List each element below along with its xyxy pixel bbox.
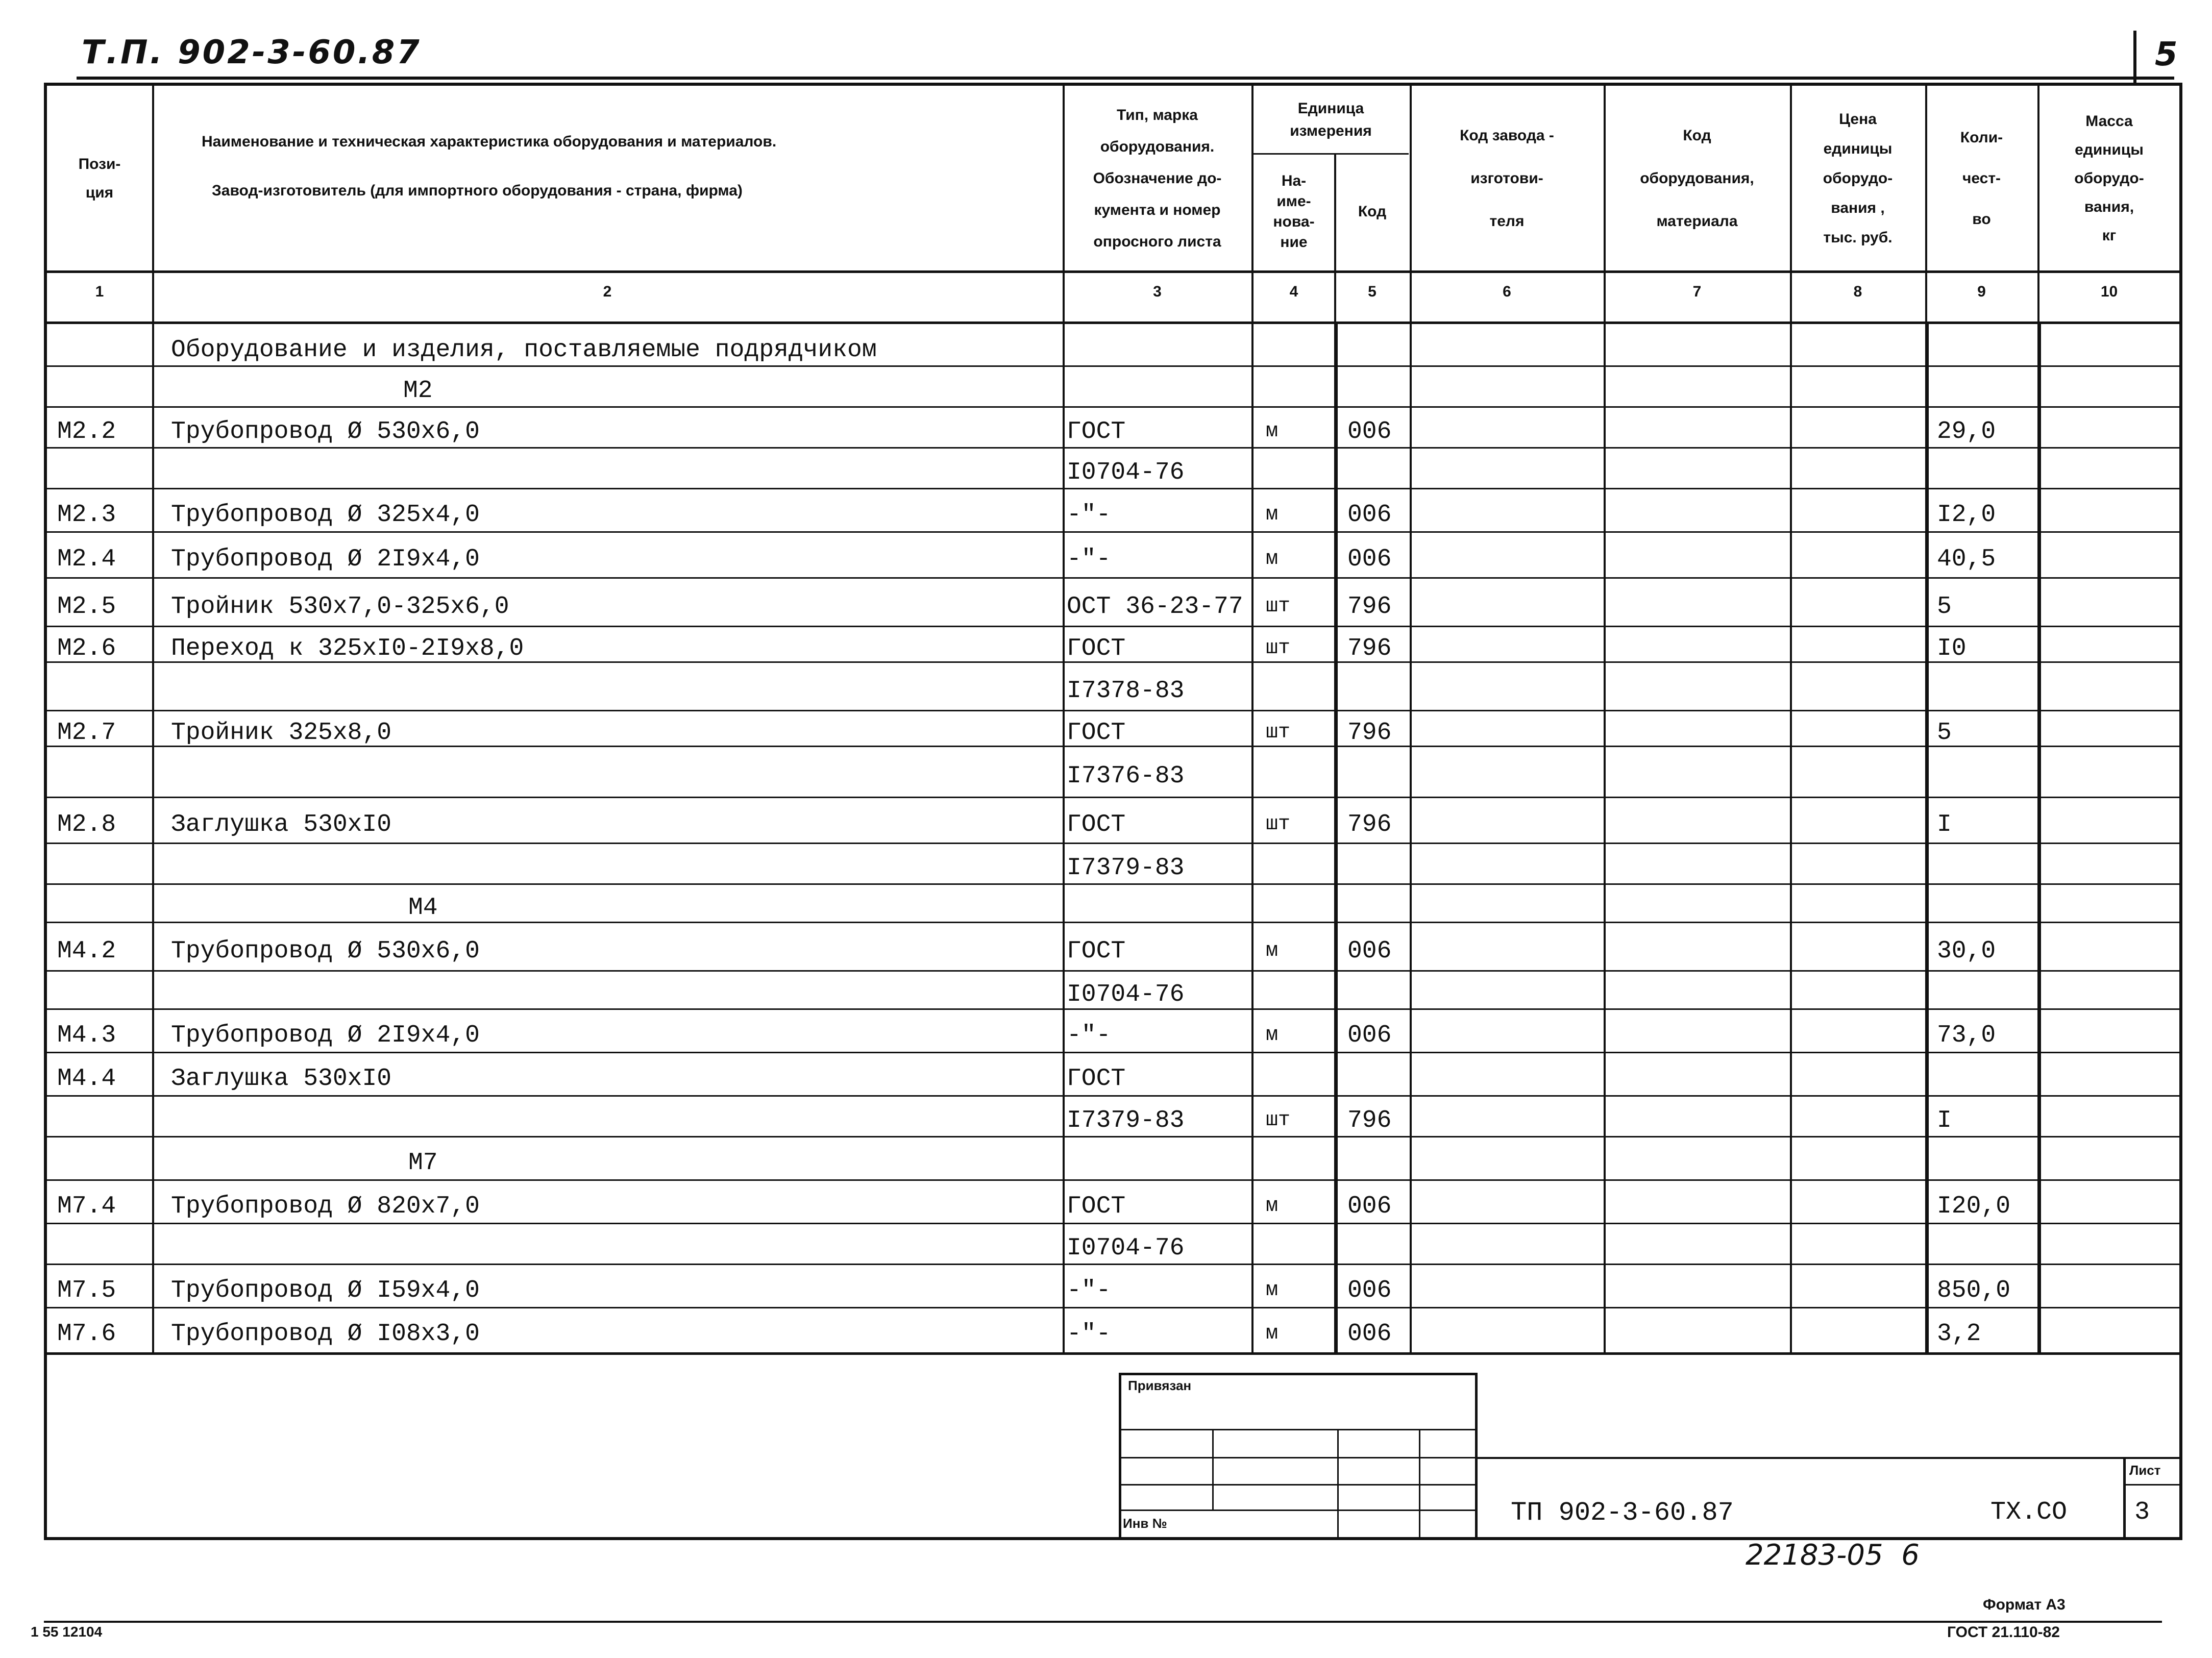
sheet-cell-left — [2123, 1457, 2126, 1539]
row-unit-name: м — [1266, 939, 1279, 962]
row-type-doc: ГОСТ — [1067, 1192, 1126, 1220]
row-unit-name: шт — [1266, 1109, 1291, 1132]
col-header-mass: Масса единицы оборудо- вания, кг — [2074, 113, 2144, 244]
row-unit-name: м — [1266, 1322, 1279, 1345]
row-unit-code: 796 — [1347, 1107, 1392, 1134]
row-quantity: I2,0 — [1937, 501, 1996, 529]
stamp-row-4 — [1119, 1509, 1477, 1511]
document-code: Т.П. 902-3-60.87 — [82, 34, 422, 71]
col-number-8: 8 — [1853, 283, 1862, 300]
row-type-doc: ГОСТ — [1067, 719, 1126, 747]
row-position: М2.8 — [57, 811, 116, 838]
sheet-corner-number: 5 — [2155, 36, 2178, 73]
row-unit-name: шт — [1266, 721, 1291, 744]
row-quantity: 3,2 — [1937, 1320, 1981, 1348]
row-unit-name: м — [1266, 420, 1279, 443]
sheet-cell-mid — [2123, 1484, 2179, 1486]
section-heading: М4 — [408, 894, 438, 922]
col-number-4: 4 — [1289, 283, 1298, 300]
col-header-type: Тип, марка оборудования. Обозначение до- кумента и номер опросного листа — [1093, 107, 1222, 250]
col-number-6: 6 — [1503, 283, 1511, 300]
row-name: Трубопровод Ø I08х3,0 — [171, 1320, 480, 1348]
row-type-doc: ГОСТ — [1067, 418, 1126, 446]
row-unit-name: м — [1266, 548, 1279, 571]
col-number-2: 2 — [603, 283, 612, 300]
row-type-doc: -"- — [1067, 1276, 1111, 1304]
row-name: Трубопровод Ø 2I9х4,0 — [171, 1021, 480, 1049]
row-name: Трубопровод Ø 325х4,0 — [171, 501, 480, 529]
row-name: Тройник 325х8,0 — [171, 719, 392, 747]
stamp-inv-label: Инв № — [1123, 1516, 1167, 1531]
handwritten-number: 22183-05 6 — [1746, 1539, 1920, 1572]
row-unit-code: 796 — [1347, 635, 1392, 662]
row-unit-code: 006 — [1347, 1192, 1392, 1220]
col-header-price: Цена единицы оборудо- вания , тыс. руб. — [1823, 111, 1893, 246]
row-type-doc: ГОСТ — [1067, 635, 1126, 662]
row-position: М7.4 — [57, 1192, 116, 1220]
stamp-box-top — [1119, 1373, 1477, 1375]
row-unit-code: 006 — [1347, 1276, 1392, 1304]
row-quantity: 29,0 — [1937, 418, 1996, 446]
row-position: М4.3 — [57, 1021, 116, 1049]
row-type-doc: I7376-83 — [1067, 762, 1185, 790]
col-header-position: Пози- ция — [78, 156, 121, 201]
row-quantity: 40,5 — [1937, 546, 1996, 573]
row-position: М7.6 — [57, 1320, 116, 1348]
row-name: Заглушка 530хI0 — [171, 811, 392, 838]
title-block-top — [1475, 1457, 2182, 1459]
row-quantity: I — [1937, 811, 1952, 838]
row-quantity: I20,0 — [1937, 1192, 2011, 1220]
row-position: М2.4 — [57, 546, 116, 573]
row-unit-name: шт — [1266, 637, 1291, 660]
row-quantity: 5 — [1937, 592, 1952, 621]
row-type-doc: I0704-76 — [1067, 1234, 1185, 1262]
title-doc-number: ТП 902-3-60.87 — [1511, 1498, 1734, 1528]
section-heading: М2 — [403, 377, 433, 405]
format-label: Формат А3 — [1983, 1596, 2066, 1613]
col-number-9: 9 — [1977, 283, 1986, 300]
row-quantity: 73,0 — [1937, 1021, 1996, 1049]
stamp-row-2 — [1119, 1457, 1477, 1458]
row-name: Трубопровод Ø I59х4,0 — [171, 1276, 480, 1304]
row-type-doc: -"- — [1067, 501, 1111, 529]
row-position: М2.5 — [57, 592, 116, 621]
row-position: М2.3 — [57, 501, 116, 529]
stamp-box-left — [1119, 1373, 1121, 1539]
col-header-factory-code: Код завода - изготови- теля — [1460, 127, 1554, 230]
row-unit-code: 006 — [1347, 937, 1392, 965]
row-type-doc: I7378-83 — [1067, 677, 1185, 705]
row-unit-code: 006 — [1347, 418, 1392, 446]
stamp-box-right — [1475, 1373, 1478, 1539]
row-quantity: 850,0 — [1937, 1276, 2011, 1304]
row-name: Заглушка 530хI0 — [171, 1065, 392, 1093]
row-unit-code: 796 — [1347, 592, 1392, 621]
row-unit-code: 796 — [1347, 811, 1392, 838]
row-type-doc: I0704-76 — [1067, 459, 1185, 486]
gost-label: ГОСТ 21.110-82 — [1947, 1624, 2060, 1641]
col-number-10: 10 — [2100, 283, 2118, 300]
col-header-unit-group: Единица измерения — [1290, 100, 1372, 139]
row-type-doc: -"- — [1067, 546, 1111, 573]
row-unit-code: 006 — [1347, 1320, 1392, 1348]
form-code: 1 55 12104 — [31, 1624, 103, 1640]
col-header-equipment-code: Код оборудования, материала — [1640, 127, 1754, 230]
row-position: М2.7 — [57, 719, 116, 747]
stamp-vline-2 — [1337, 1429, 1339, 1539]
row-type-doc: ГОСТ — [1067, 1065, 1126, 1093]
row-type-doc: ГОСТ — [1067, 811, 1126, 838]
row-type-doc: I7379-83 — [1067, 1107, 1185, 1134]
stamp-row-1 — [1119, 1429, 1477, 1430]
sheet-label: Лист — [2129, 1463, 2161, 1478]
col-number-1: 1 — [95, 283, 104, 300]
col-header-unit-code: Код — [1358, 203, 1387, 220]
row-type-doc: -"- — [1067, 1021, 1111, 1049]
section-heading: М7 — [408, 1149, 438, 1177]
row-name: Оборудование и изделия, поставляемые подрядчиком — [171, 336, 877, 364]
row-position: М4.4 — [57, 1065, 116, 1093]
row-position: М2.6 — [57, 635, 116, 662]
sheet-number: 3 — [2134, 1498, 2150, 1527]
row-unit-code: 006 — [1347, 546, 1392, 573]
row-quantity: 5 — [1937, 719, 1952, 747]
row-name: Трубопровод Ø 820х7,0 — [171, 1192, 480, 1220]
row-name: Трубопровод Ø 530х6,0 — [171, 418, 480, 446]
stamp-divider-top — [44, 1352, 2182, 1355]
row-type-doc: I0704-76 — [1067, 980, 1185, 1008]
row-quantity: 30,0 — [1937, 937, 1996, 965]
stamp-vline-1 — [1212, 1429, 1214, 1509]
row-type-doc: ГОСТ — [1067, 937, 1126, 965]
row-unit-name: м — [1266, 1278, 1279, 1302]
stamp-vline-3 — [1419, 1429, 1420, 1539]
row-unit-name: шт — [1266, 595, 1291, 618]
row-unit-name: м — [1266, 1023, 1279, 1047]
title-mark: ТХ.СО — [1990, 1498, 2068, 1527]
row-name: Трубопровод Ø 530х6,0 — [171, 937, 480, 965]
col-header-unit-name: На- име- нова- ние — [1273, 172, 1315, 251]
row-unit-code: 796 — [1347, 719, 1392, 747]
row-position: М2.2 — [57, 418, 116, 446]
col-number-5: 5 — [1368, 283, 1377, 300]
col-number-3: 3 — [1153, 283, 1162, 300]
col-header-name: Наименование и техническая характеристика оборудования и материалов. Завод-изготовитель (для импортного оборудования - страна, фирма) — [202, 133, 777, 199]
row-type-doc: ОСТ 36-23-77 — [1067, 592, 1243, 621]
row-name: Тройник 530х7,0-325х6,0 — [171, 592, 509, 621]
row-name: Переход к 325хI0-2I9х8,0 — [171, 635, 524, 662]
row-position: М7.5 — [57, 1276, 116, 1304]
row-unit-name: м — [1266, 503, 1279, 526]
row-type-doc: I7379-83 — [1067, 854, 1185, 882]
row-quantity: I — [1937, 1107, 1952, 1134]
row-unit-code: 006 — [1347, 1021, 1392, 1049]
row-position: М4.2 — [57, 937, 116, 965]
row-unit-code: 006 — [1347, 501, 1392, 529]
row-type-doc: -"- — [1067, 1320, 1111, 1348]
stamp-row-3 — [1119, 1484, 1477, 1486]
row-unit-name: шт — [1266, 813, 1291, 836]
stamp-bound-label: Привязан — [1128, 1378, 1192, 1393]
row-name: Трубопровод Ø 2I9х4,0 — [171, 546, 480, 573]
row-unit-name: м — [1266, 1194, 1279, 1218]
col-header-quantity: Коли- чест- во — [1960, 129, 2003, 228]
row-quantity: I0 — [1937, 635, 1967, 662]
col-number-7: 7 — [1692, 283, 1702, 300]
